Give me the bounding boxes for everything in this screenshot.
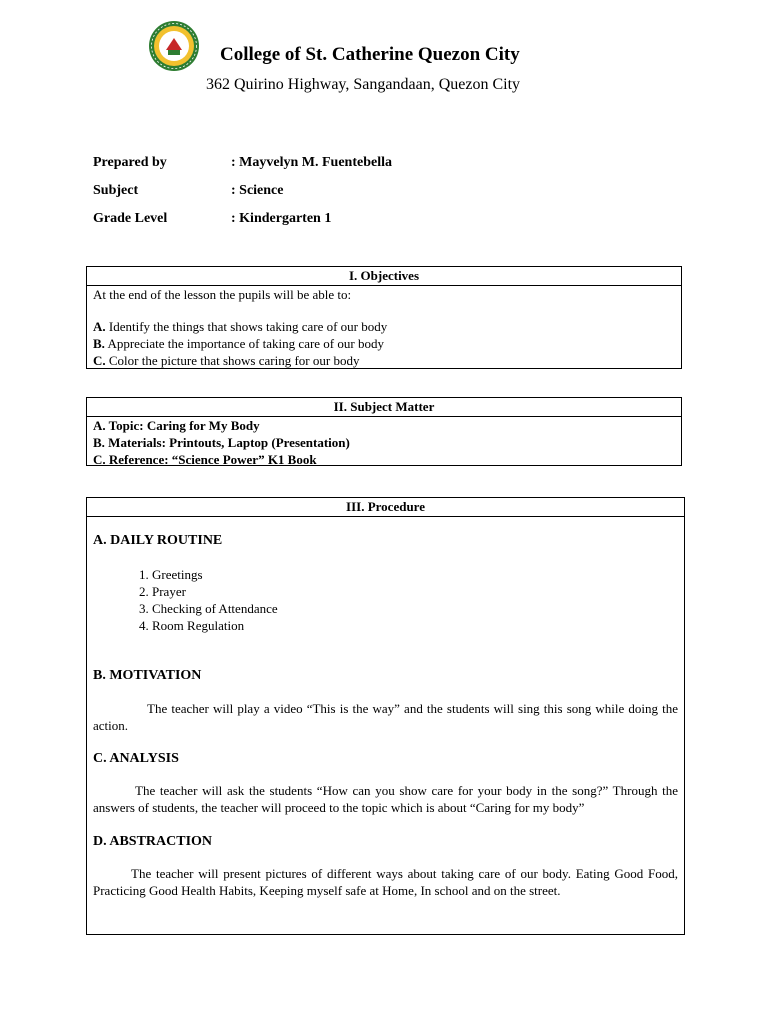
routine-item-greetings: 1. Greetings bbox=[139, 567, 203, 582]
objective-letter: A. bbox=[93, 319, 106, 334]
analysis-text: The teacher will ask the students “How can you show care for your body in the song?” Through the answers of students, the teacher will proceed to the topic which is about “Caring for my body” bbox=[93, 783, 678, 815]
objective-item bbox=[93, 318, 675, 335]
objectives-intro: At the end of the lesson the pupils will be able to: bbox=[93, 287, 352, 302]
objective-text: Identify the things that shows taking care of our body bbox=[108, 319, 388, 334]
grade-level-value: : Kindergarten 1 bbox=[231, 211, 332, 226]
routine-item-room-regulation: 4. Room Regulation bbox=[139, 618, 245, 633]
procedure-table bbox=[86, 497, 685, 935]
objectives-title: I. Objectives bbox=[87, 267, 681, 286]
objective-text: Appreciate the importance of taking care of our body bbox=[107, 336, 384, 351]
routine-item-attendance: 3. Checking of Attendance bbox=[139, 601, 278, 616]
grade-level-label: Grade Level bbox=[93, 211, 168, 226]
motivation-text: The teacher will play a video “This is the way” and the students will sing this song while doing the action. bbox=[93, 701, 678, 733]
school-name: College of St. Catherine Quezon City bbox=[220, 44, 520, 65]
objective-letter: C. bbox=[93, 353, 106, 368]
prepared-by-value: : Mayvelyn M. Fuentebella bbox=[231, 155, 392, 170]
analysis-heading: C. ANALYSIS bbox=[93, 751, 179, 766]
objectives-table bbox=[86, 266, 682, 369]
subject-matter-topic: A. Topic: Caring for My Body bbox=[93, 418, 260, 433]
motivation-heading: B. MOTIVATION bbox=[93, 668, 202, 683]
school-seal-logo bbox=[148, 20, 200, 72]
school-address: 362 Quirino Highway, Sangandaan, Quezon City bbox=[206, 76, 521, 93]
routine-item-prayer: 2. Prayer bbox=[139, 584, 186, 599]
subject-matter-table bbox=[86, 397, 682, 466]
objective-item bbox=[93, 352, 675, 369]
prepared-by-label: Prepared by bbox=[93, 155, 167, 170]
objective-letter: B. bbox=[93, 336, 105, 351]
subject-value: : Science bbox=[231, 183, 284, 198]
subject-matter-title: II. Subject Matter bbox=[87, 398, 681, 417]
subject-label: Subject bbox=[93, 183, 139, 198]
objective-text: Color the picture that shows caring for our body bbox=[108, 353, 360, 368]
objective-item bbox=[93, 335, 675, 352]
procedure-title: III. Procedure bbox=[87, 498, 684, 517]
abstraction-text: The teacher will present pictures of different ways about taking care of our body. Eating Good Food, Practicing Good Health Habits, Keeping myself safe at Home, In school and on the street. bbox=[93, 866, 678, 898]
daily-routine-heading: A. DAILY ROUTINE bbox=[93, 533, 223, 548]
subject-matter-reference: C. Reference: “Science Power” K1 Book bbox=[93, 452, 317, 467]
subject-matter-materials: B. Materials: Printouts, Laptop (Presentation) bbox=[93, 435, 350, 450]
abstraction-heading: D. ABSTRACTION bbox=[93, 834, 213, 849]
